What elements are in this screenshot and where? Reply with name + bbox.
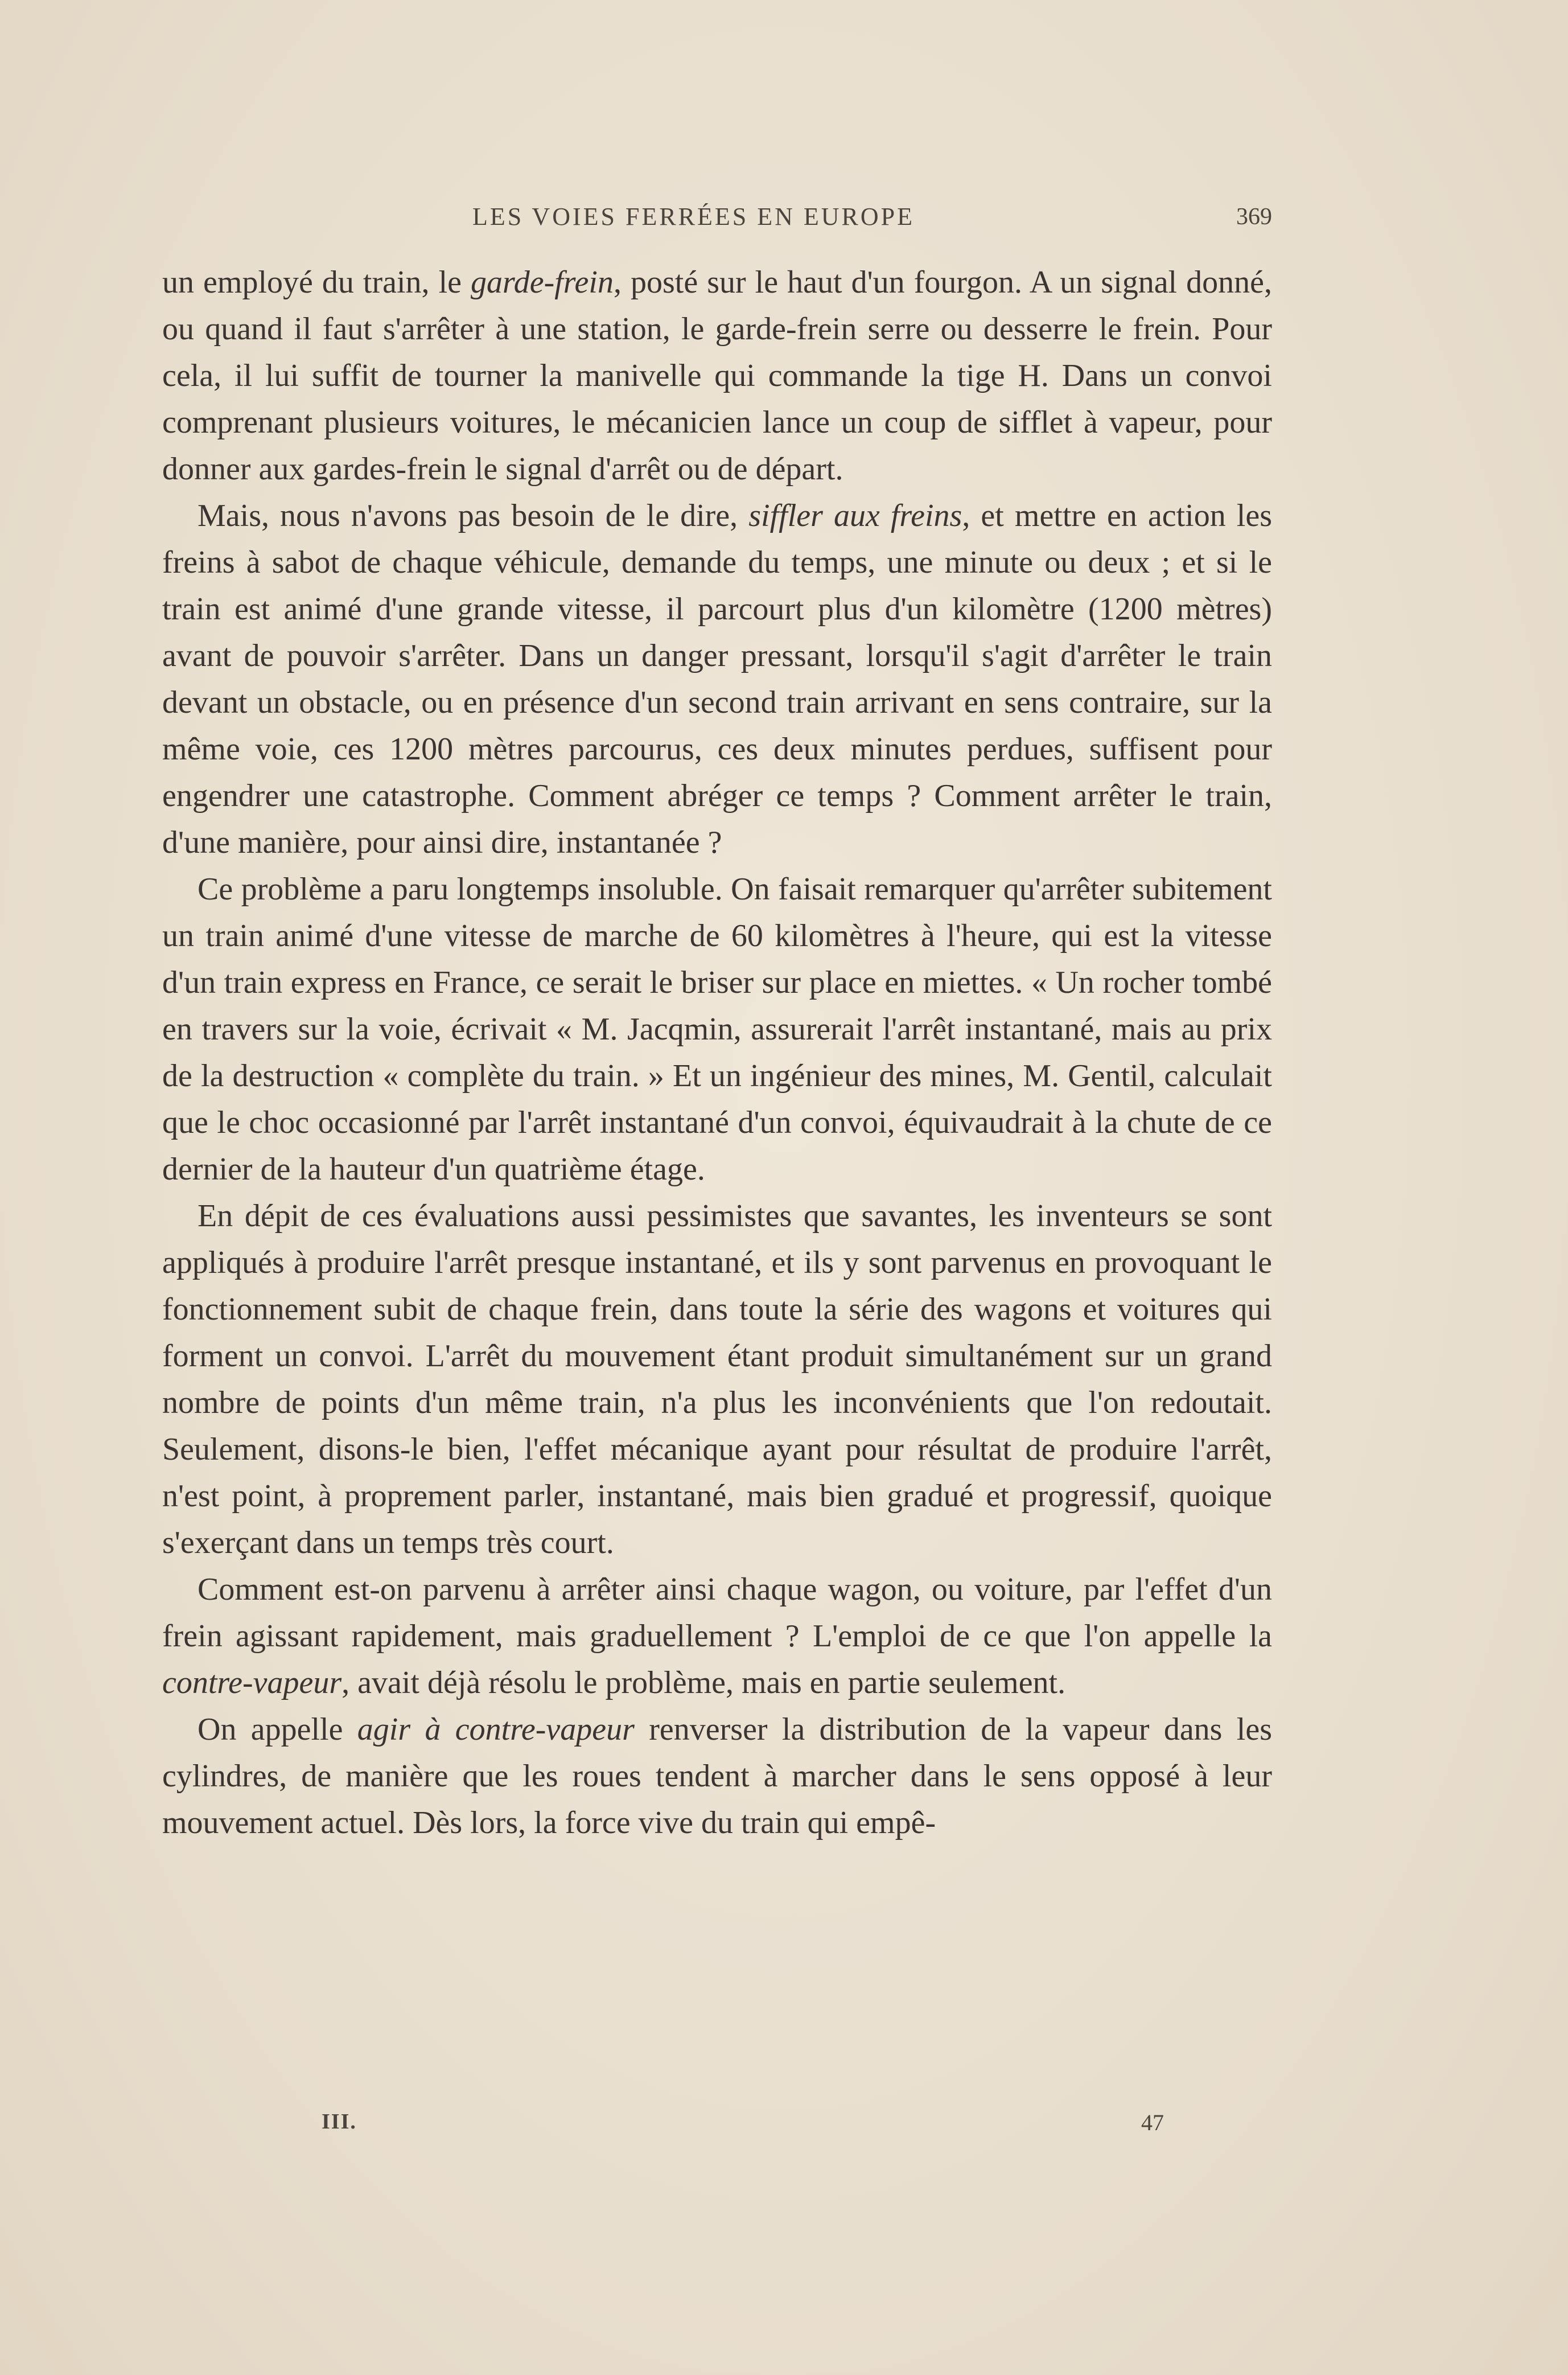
italic-term: garde-frein [471,265,614,300]
paragraph-5 [162,1566,1272,1706]
sheet-number: 47 [1141,2110,1164,2135]
paragraph-6 [162,1706,1272,1846]
page-number: 369 [1236,204,1272,230]
text-span: , posté sur le haut d'un fourgon. A un signal donné, ou quand il faut s'arrêter à une station, le garde-frein serre ou desserre le frein. Pour cela, il lui suffit de tourner la manivelle qui commande la tige H. Dans un convoi comprenant plusieurs voitures, le mécanicien lance un coup de sifflet à vapeur, pour donner aux gardes-frein le signal d'arrêt ou de départ. [162,265,1272,487]
paragraph-2 [162,492,1272,866]
paragraph-1 [162,259,1272,492]
body-text [162,259,1272,1846]
page-footer [162,2109,1272,2143]
signature-mark: III. [322,2110,357,2134]
text-span: un employé du train, le [162,265,471,300]
text-span: , et mettre en action les freins à sabot de chaque véhicule, demande du temps, une minute ou deux ; et si le train est animé d'une grande vitesse, il parcourt plus d'un kilomètre (1200 mètres) avant de pouvoir s'arrêter. Dans un danger pressant, lorsqu'il s'agit d'arrêter le train devant un obstacle, ou en présence d'un second train arrivant en sens contraire, sur la même voie, ces 1200 mètres parcourus, ces deux minutes perdues, suffisent pour engendrer une catastrophe. Comment abréger ce temps ? Comment arrêter le train, d'une manière, pour ainsi dire, instantanée ? [162,498,1273,860]
text-span: Comment est-on parvenu à arrêter ainsi chaque wagon, ou voiture, par l'effet d'un frein agissant rapidement, mais graduellement ? L'emploi de ce que l'on appelle la [162,1572,1272,1654]
running-title: LES VOIES FERRÉES EN EUROPE [472,203,915,231]
italic-term: agir à contre-vapeur [357,1712,635,1747]
italic-term: siffler aux freins [748,498,962,533]
italic-term: contre-vapeur [162,1665,342,1700]
text-span: On appelle [197,1712,357,1747]
text-span: Mais, nous n'avons pas besoin de le dire, [197,498,749,533]
text-span: , avait déjà résolu le problème, mais en partie seulement. [341,1665,1066,1700]
text-span: renverser la distribution de la vapeur dans les cylindres, de manière que les roues tendent à marcher dans le sens opposé à leur mouvement actuel. Dès lors, la force vive du train qui empê- [162,1712,1272,1840]
paragraph-4: En dépit de ces évaluations aussi pessimistes que savantes, les inventeurs se sont appliqués à produire l'arrêt presque instantané, et ils y sont parvenus en provoquant le fonctionnement subit de chaque frein, dans toute la série des wagons et voitures qui forment un convoi. L'arrêt du mouvement étant produit simultanément sur un grand nombre de points d'un même train, n'a plus les inconvénients que l'on redoutait. Seulement, disons-le bien, l'effet mécanique ayant pour résultat de produire l'arrêt, n'est point, à proprement parler, instantané, mais bien gradué et progressif, quoique s'exerçant dans un temps très court. [162,1198,1272,1560]
paragraph-3: Ce problème a paru longtemps insoluble. On faisait remarquer qu'arrêter subitement un train animé d'une vitesse de marche de 60 kilomètres à l'heure, qui est la vitesse d'un train express en France, ce serait le briser sur place en miettes. « Un rocher tombé en travers sur la voie, écrivait « M. Jacqmin, assurerait l'arrêt instantané, mais au prix de la destruction « complète du train. » Et un ingénieur des mines, M. Gentil, calculait que le choc occasionné par l'arrêt instantané d'un convoi, équivaudrait à la chute de ce dernier de la hauteur d'un quatrième étage. [162,872,1272,1187]
page-header [162,202,1272,242]
